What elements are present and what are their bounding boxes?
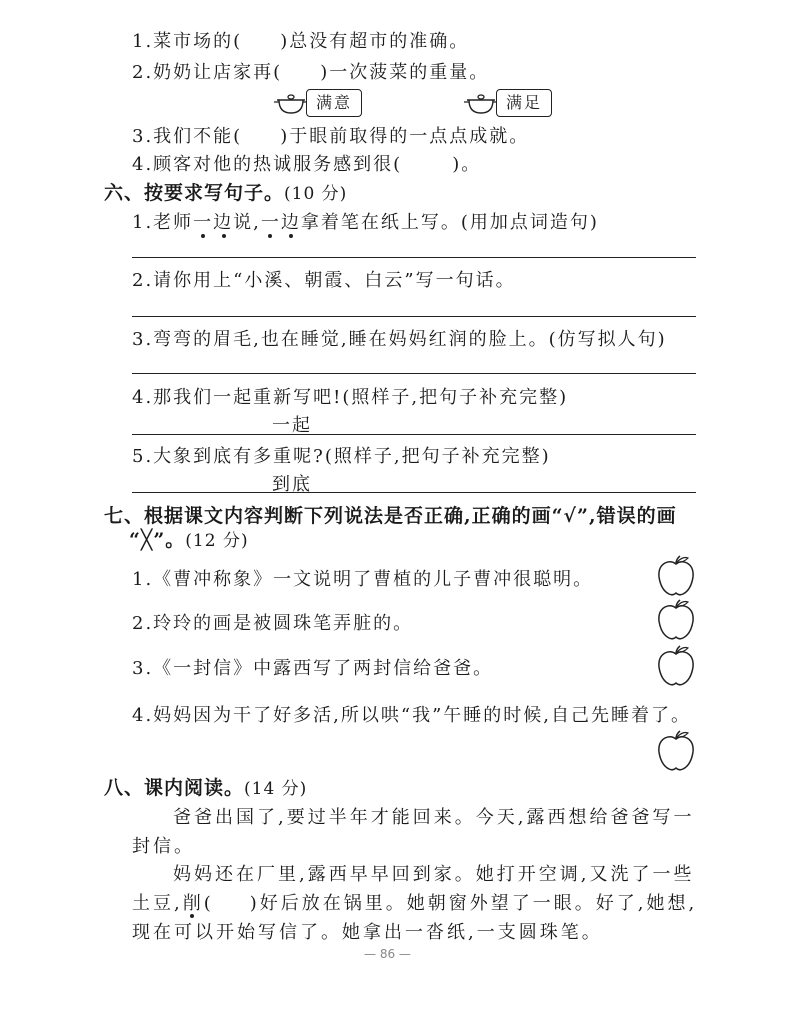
passage-line-4 bbox=[132, 889, 697, 915]
prompt-daodi: 到底 bbox=[272, 474, 312, 495]
rewrite-item-2: 2.请你用上“小溪、朝霞、白云”写一句话。 bbox=[132, 270, 516, 291]
emphasis-dot bbox=[268, 234, 272, 238]
rewrite-item-4: 4.那我们一起重新写吧!(照样子,把句子补充完整) bbox=[132, 387, 569, 408]
emphasis-dot bbox=[289, 234, 293, 238]
prompt-yiqi: 一起 bbox=[272, 415, 312, 436]
section-6-title: 六、按要求写句子。 bbox=[104, 182, 285, 204]
apple-answer-box-1[interactable] bbox=[656, 555, 696, 597]
fill-item-2-pre: 2.奶奶让店家再( bbox=[132, 62, 283, 83]
section-7-title-line2 bbox=[129, 525, 249, 552]
answer-line[interactable] bbox=[132, 316, 696, 317]
fill-item-1 bbox=[132, 27, 469, 53]
passage-line-4-post: )好后放在锅里。她朝窗外望了一眼。好了,她想, bbox=[249, 893, 698, 914]
word-manyi: 满意 bbox=[306, 89, 362, 117]
rewrite-item-1: 1.老师一边说,一边拿着笔在纸上写。(用加点词造句) bbox=[132, 212, 599, 233]
section-7-title-cont: “╳”。 bbox=[129, 529, 186, 551]
fill-item-4 bbox=[132, 150, 481, 176]
page-number: — 86 — bbox=[364, 947, 411, 961]
fill-item-1-pre: 1.菜市场的( bbox=[132, 31, 243, 52]
section-7-title: 七、根据课文内容判断下列说法是否正确,正确的画“√”,错误的画 bbox=[104, 505, 677, 527]
word-tag-2 bbox=[462, 89, 554, 117]
pot-icon bbox=[462, 89, 500, 117]
passage-line-3: 妈妈还在厂里,露西早早回到家。她打开空调,又洗了一些 bbox=[173, 864, 695, 885]
section-6-score: (10 分) bbox=[284, 184, 348, 204]
apple-answer-box-3[interactable] bbox=[656, 645, 696, 687]
section-6-heading bbox=[104, 178, 347, 205]
emphasis-dot bbox=[201, 234, 205, 238]
section-8-title: 八、课内阅读。 bbox=[104, 777, 245, 799]
judge-item-3: 3.《一封信》中露西写了两封信给爸爸。 bbox=[132, 658, 494, 679]
passage-line-1: 爸爸出国了,要过半年才能回来。今天,露西想给爸爸写一 bbox=[173, 807, 695, 828]
answer-line[interactable] bbox=[132, 257, 696, 258]
judge-item-2: 2.玲玲的画是被圆珠笔弄脏的。 bbox=[132, 613, 414, 634]
word-manzu: 满足 bbox=[496, 89, 552, 117]
judge-item-1: 1.《曹冲称象》一文说明了曹植的儿子曹冲很聪明。 bbox=[132, 569, 594, 590]
apple-answer-box-2[interactable] bbox=[656, 599, 696, 641]
fill-item-4-pre: 4.顾客对他的热诚服务感到很( bbox=[132, 154, 403, 175]
apple-answer-box-4[interactable] bbox=[656, 730, 696, 772]
section-8-score: (14 分) bbox=[244, 779, 308, 799]
fill-item-3 bbox=[132, 122, 529, 148]
rewrite-item-5: 5.大象到底有多重呢?(照样子,把句子补充完整) bbox=[132, 446, 551, 467]
fill-item-2-post: )一次菠菜的重量。 bbox=[320, 62, 490, 83]
fill-item-1-post: )总没有超市的准确。 bbox=[280, 31, 470, 52]
passage-line-5: 现在可以开始写信了。她拿出一沓纸,一支圆珠笔。 bbox=[132, 922, 603, 943]
pot-icon bbox=[272, 89, 310, 117]
word-tag-1 bbox=[272, 89, 364, 117]
answer-line[interactable] bbox=[132, 373, 696, 374]
answer-line[interactable] bbox=[132, 492, 696, 493]
section-8-heading bbox=[104, 773, 307, 800]
fill-item-3-post: )于眼前取得的一点点成就。 bbox=[280, 126, 530, 147]
emphasis-dot bbox=[222, 234, 226, 238]
passage-line-4-pre: 土豆,削( bbox=[132, 893, 214, 914]
fill-item-3-pre: 3.我们不能( bbox=[132, 126, 243, 147]
judge-item-4: 4.妈妈因为干了好多活,所以哄“我”午睡的时候,自己先睡着了。 bbox=[132, 705, 692, 726]
answer-line[interactable] bbox=[132, 434, 696, 435]
fill-item-2 bbox=[132, 58, 489, 84]
section-7-score: (12 分) bbox=[185, 531, 249, 551]
fill-item-4-post: )。 bbox=[452, 154, 482, 175]
passage-line-2: 封信。 bbox=[132, 836, 195, 857]
rewrite-item-3: 3.弯弯的眉毛,也在睡觉,睡在妈妈红润的脸上。(仿写拟人句) bbox=[132, 329, 667, 350]
